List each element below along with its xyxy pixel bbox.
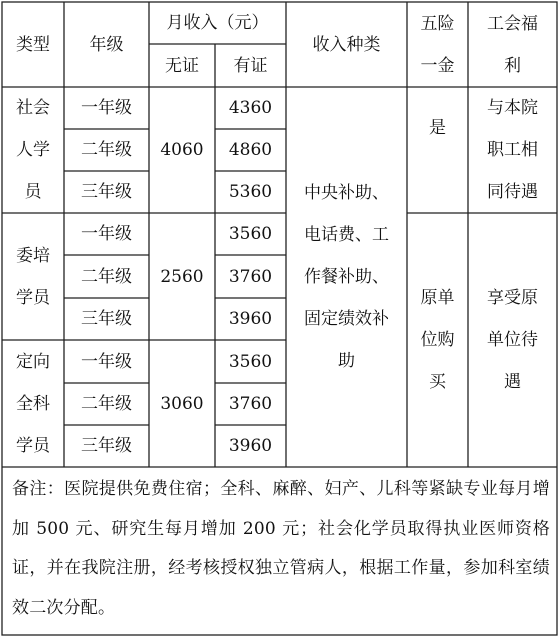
union-line: 享受原 [487, 288, 538, 308]
union-social-value [468, 87, 557, 213]
income-kinds-line: 作餐补助、 [304, 267, 389, 287]
header-insurance [407, 2, 468, 87]
with-cert-value: 3560 [228, 351, 273, 372]
type-line: 学员 [16, 287, 50, 308]
grade-cell: 三年级 [81, 436, 132, 456]
union-line: 单位待 [487, 330, 538, 350]
header-with-cert: 有证 [233, 55, 268, 76]
type-line: 社会 [16, 98, 50, 118]
header-union-benefits [468, 2, 557, 87]
insurance-line: 原单 [420, 288, 455, 308]
type-line: 委培 [16, 245, 50, 266]
without-cert-value: 3060 [160, 393, 204, 414]
with-cert-value: 3760 [228, 394, 273, 414]
grade-cell: 一年级 [81, 224, 132, 244]
income-kinds-text [286, 87, 407, 467]
union-line: 遇 [504, 372, 521, 392]
grade-cell: 二年级 [81, 140, 132, 160]
income-kinds-line: 电话费、工 [304, 225, 389, 245]
header-type: 类型 [16, 34, 50, 55]
header-monthly-income: 月收入（元） [166, 13, 269, 33]
with-cert-value: 5360 [228, 182, 273, 202]
type-line: 全科 [16, 393, 50, 414]
union-line: 与本院 [487, 98, 538, 118]
group-type-social [2, 87, 64, 213]
grade-cell: 二年级 [81, 394, 132, 414]
with-cert-value: 3760 [228, 266, 273, 287]
type-line: 学员 [16, 435, 50, 456]
grade-cell: 三年级 [81, 309, 132, 329]
with-cert-value: 3960 [228, 436, 273, 456]
type-line: 人学 [16, 140, 50, 160]
grade-cell: 一年级 [81, 98, 132, 118]
group-type-targeted-gp [2, 340, 64, 467]
header-union-line-1: 工会福 [487, 13, 538, 34]
grade-cell: 三年级 [81, 182, 132, 202]
type-line: 定向 [16, 351, 50, 372]
table-footnote: 备注：医院提供免费住宿；全科、麻醉、妇产、儿科等紧缺专业每月增加 500 元、研究生每月增加 200 元；社会化学员取得执业医师资格证，并在我院注册，经考核授权独立管病人，根据工作量，参加科室绩效二次分配。 [12, 479, 550, 618]
with-cert-value: 3560 [228, 224, 273, 244]
type-line: 员 [24, 182, 42, 202]
income-kinds-line: 助 [338, 351, 355, 371]
insurance-other-value [407, 213, 468, 467]
insurance-line: 位购 [420, 330, 455, 350]
group-type-commissioned [2, 213, 64, 340]
without-cert-value: 2560 [160, 266, 204, 287]
header-insurance-line-2: 一金 [420, 55, 455, 76]
income-kinds-line: 中央补助、 [304, 183, 389, 203]
without-cert-value: 4060 [160, 140, 204, 160]
with-cert-value: 4360 [228, 98, 273, 118]
income-kinds-line: 固定绩效补 [304, 309, 389, 329]
header-income-kinds: 收入种类 [312, 34, 381, 55]
grade-cell: 二年级 [81, 266, 132, 287]
header-insurance-line-1: 五险 [420, 13, 455, 34]
union-other-value [468, 213, 557, 467]
union-line: 同待遇 [487, 182, 538, 202]
header-union-line-2: 利 [504, 55, 521, 76]
insurance-line: 买 [429, 372, 446, 392]
with-cert-value: 3960 [228, 309, 273, 329]
grade-cell: 一年级 [81, 351, 132, 372]
union-line: 职工相 [487, 140, 538, 160]
header-grade: 年级 [89, 34, 124, 55]
insurance-social-value: 是 [429, 118, 446, 138]
with-cert-value: 4860 [228, 140, 273, 160]
header-without-cert: 无证 [165, 55, 199, 76]
